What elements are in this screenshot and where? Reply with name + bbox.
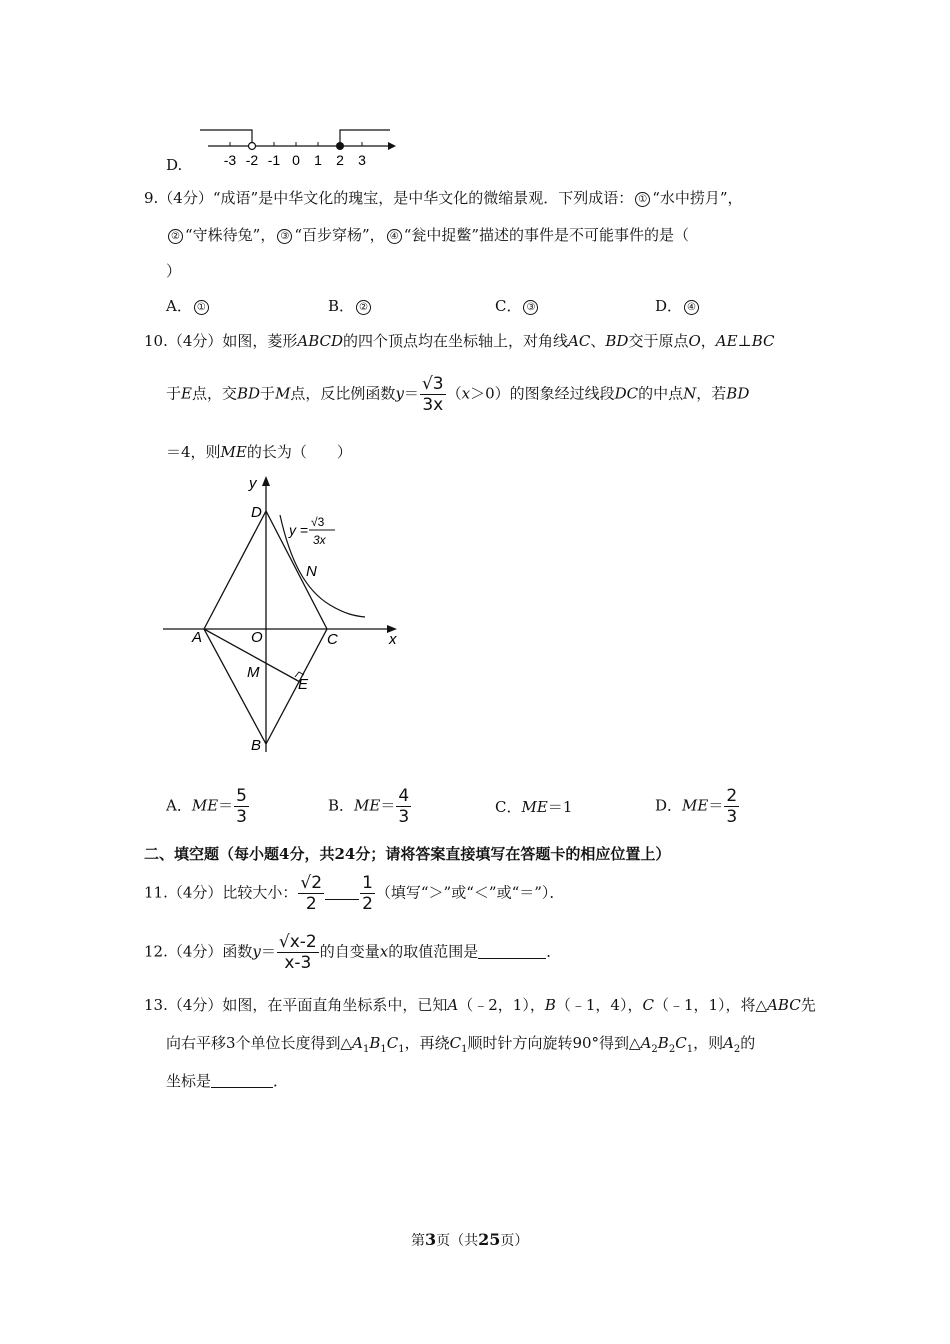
number-line-tick-label: -3 xyxy=(223,152,237,168)
q10-option-d[interactable]: D．ME＝ $\frac{2}{3}$ xyxy=(655,786,738,827)
q10-line3: ＝4，则ME的长为（ ） xyxy=(166,443,352,461)
q13-line1: 13.（4分）如图，在平面直角坐标系中，已知A（﹣2，1），B（﹣1，4），C（﹣1，1），将△ABC先 xyxy=(144,996,816,1014)
q12: 12.（4分）函数y＝ $\frac{√x-2}{x-3}$ 的自变量x的取值范围是 ． xyxy=(144,932,562,973)
label-b: B xyxy=(251,737,262,754)
q9-option-a[interactable]: A． ① xyxy=(166,295,211,316)
label-m: M xyxy=(247,664,260,681)
q9-line1: 9.（4分）“成语”是中华文化的瑰宝，是中华文化的微缩景观．下列成语： ① “水中捞月”， xyxy=(144,189,743,207)
label-y: y xyxy=(249,475,257,492)
q10-line2: 于E点，交BD于M点，反比例函数y＝ $\frac{√3}{3x}$ （x＞0）的图象经过线段DC的中点N，若BD xyxy=(166,374,750,415)
q9-option-b[interactable]: B． ② xyxy=(328,295,373,316)
curve-eq-y: y xyxy=(289,522,296,538)
number-line-arrow xyxy=(388,142,396,150)
q10-function-fraction: $\frac{√3}{3x}$ xyxy=(421,374,444,415)
open-circle-minus-2 xyxy=(249,143,256,150)
y-axis-arrow xyxy=(262,476,270,486)
number-line-tick-label: 0 xyxy=(292,152,300,168)
number-line-tick-label: -2 xyxy=(245,152,259,168)
number-line xyxy=(190,122,400,172)
page-footer: 第3页（共25页） xyxy=(411,1230,529,1249)
label-o: O xyxy=(251,629,263,646)
q13-answer-blank[interactable] xyxy=(211,1087,273,1088)
q8-option-d-label: D. xyxy=(166,156,183,174)
q9-option-c[interactable]: C． ③ xyxy=(495,295,540,316)
label-a: A xyxy=(192,629,203,646)
number-line-tick-label: 2 xyxy=(336,152,344,168)
q10-line1: 10.（4分）如图，菱形ABCD的四个顶点均在坐标轴上，对角线AC、BD交于原点O，AE⊥BC xyxy=(144,332,775,350)
q10-option-b[interactable]: B．ME＝ $\frac{4}{3}$ xyxy=(328,786,410,827)
number-line-tick-label: 1 xyxy=(314,152,322,168)
q11-answer-blank[interactable] xyxy=(325,899,359,900)
label-n: N xyxy=(306,563,317,580)
right-ray xyxy=(340,130,390,146)
number-line-tick-label: -1 xyxy=(267,152,281,168)
q10-option-a[interactable]: A．ME＝ $\frac{5}{3}$ xyxy=(166,786,247,827)
label-x: x xyxy=(389,631,397,648)
q9-option-d[interactable]: D． ④ xyxy=(655,295,701,316)
section-2-heading: 二、填空题（每小题4分，共24分；请将答案直接填写在答题卡的相应位置上） xyxy=(144,845,671,863)
filled-circle-2 xyxy=(336,142,344,150)
label-c: C xyxy=(327,631,338,648)
q10-option-c[interactable]: C．ME＝1 xyxy=(495,798,573,816)
curve-eq-den: 3x xyxy=(313,533,326,547)
rhombus-figure xyxy=(155,470,415,760)
q13-line2: 向右平移3个单位长度得到$\triangle A_1B_1C_1$，再绕$C_1$顺时针方向旋转90°得到$\triangle A_2B_2C_1$，则$A_2$的 xyxy=(166,1034,756,1055)
q9-line3: ） xyxy=(166,262,182,280)
curve-eq-equals: = xyxy=(300,522,309,538)
label-e: E xyxy=(298,676,309,693)
q13-line3: 坐标是 ． xyxy=(166,1072,289,1090)
q9-line2: ② “守株待兔”， ③ “百步穿杨”， ④ “瓮中捉鳖”描述的事件是不可能事件的是（ xyxy=(166,224,689,245)
number-line-tick-label: 3 xyxy=(358,152,366,168)
curve-eq-num: √3 xyxy=(311,515,325,529)
q12-answer-blank[interactable] xyxy=(478,958,546,959)
label-d: D xyxy=(251,504,262,521)
q11: 11.（4分）比较大小： $\frac{√2}{2}$ $\frac{1}{2}$ （填写“＞”或“＜”或“＝”）． xyxy=(144,873,565,914)
left-ray xyxy=(200,130,252,146)
